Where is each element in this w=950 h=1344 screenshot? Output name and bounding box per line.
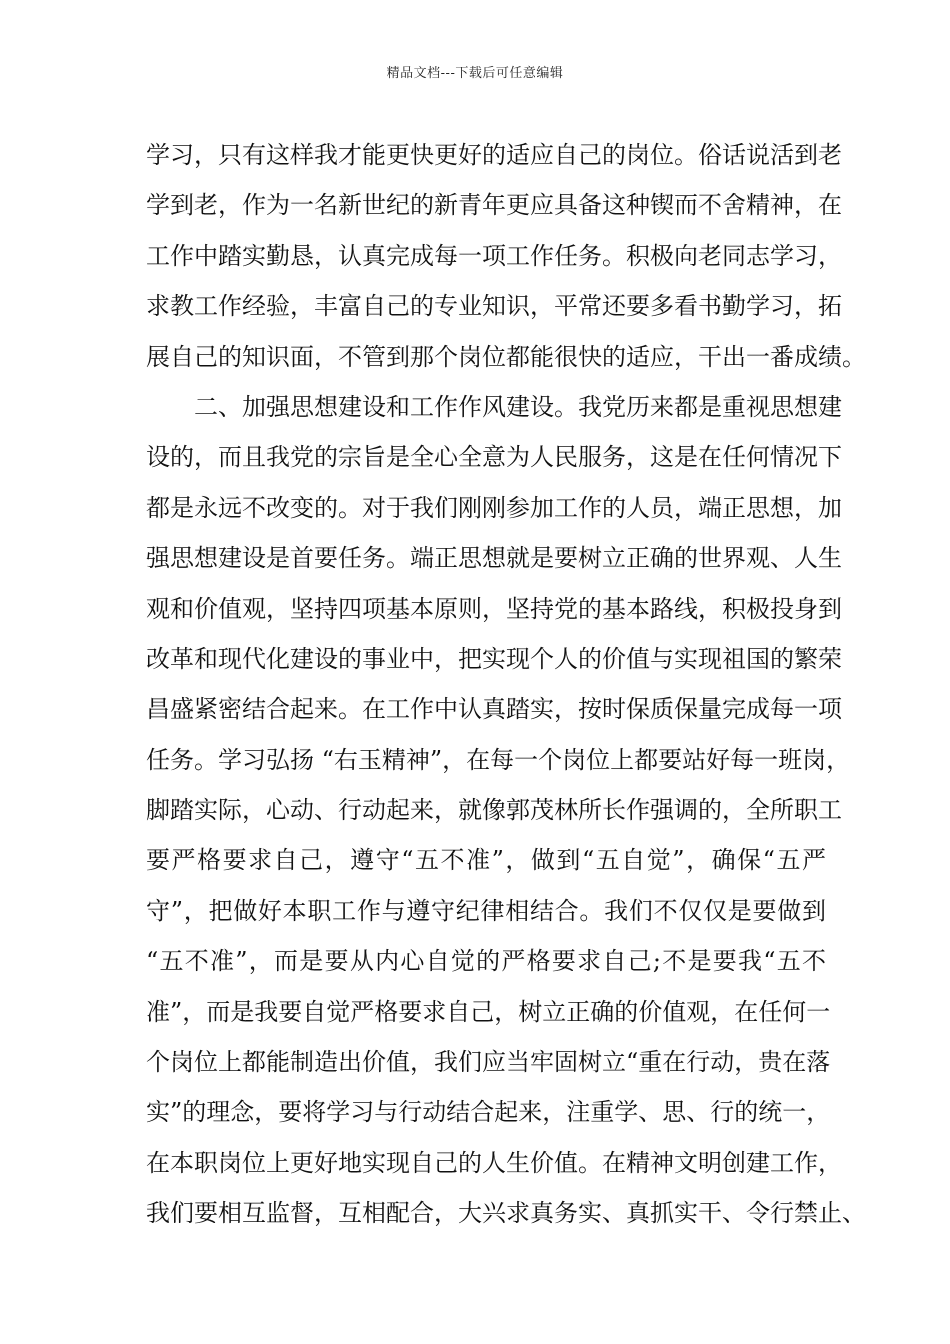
text-line: 任务。学习弘扬 “右玉精神”，在每一个岗位上都要站好每一班岗，	[146, 745, 851, 774]
text-line: 二、加强思想建设和工作作风建设。我党历来都是重视思想建	[194, 392, 842, 421]
text-line: 在本职岗位上更好地实现自己的人生价值。在精神文明创建工作，	[146, 1148, 842, 1177]
text-line: 个岗位上都能制造出价值，我们应当牢固树立“重在行动，贵在落	[146, 1048, 831, 1077]
text-line: 展自己的知识面，不管到那个岗位都能很快的适应，干出一番成绩。	[146, 342, 866, 371]
text-line: 学习，只有这样我才能更快更好的适应自己的岗位。俗话说活到老	[146, 141, 842, 169]
text-line: 设的，而且我党的宗旨是全心全意为人民服务，这是在任何情况下	[146, 443, 842, 472]
text-line: 学到老，作为一名新世纪的新青年更应具备这种锲而不舍精神，在	[146, 191, 842, 220]
text-line: 要严格要求自己，遵守“五不准”，做到“五自觉”，确保“五严	[146, 846, 826, 875]
text-line: 都是永远不改变的。对于我们刚刚参加工作的人员，端正思想，加	[146, 493, 842, 522]
body-text	[146, 130, 866, 1239]
text-line: 实”的理念，要将学习与行动结合起来，注重学、思、行的统一，	[146, 1098, 831, 1127]
text-line: 工作中踏实勤恳，认真完成每一项工作任务。积极向老同志学习，	[146, 241, 842, 270]
text-line: 守”，把做好本职工作与遵守纪律相结合。我们不仅仅是要做到	[146, 896, 826, 925]
text-line: 脚踏实际，心动、行动起来，就像郭茂林所长作强调的，全所职工	[146, 796, 842, 825]
text-line: 强思想建设是首要任务。端正思想就是要树立正确的世界观、人生	[146, 544, 842, 573]
text-line: 我们要相互监督，互相配合，大兴求真务实、真抓实干、令行禁止、	[146, 1199, 866, 1228]
text-line: 求教工作经验，丰富自己的专业知识，平常还要多看书勤学习，拓	[146, 292, 842, 321]
text-line: 昌盛紧密结合起来。在工作中认真踏实，按时保质保量完成每一项	[146, 695, 842, 724]
text-line: 准”，而是我要自觉严格要求自己，树立正确的价值观，在任何一	[146, 997, 831, 1026]
text-line: “五不准”，而是要从内心自觉的严格要求自己;不是要我“五不	[146, 947, 826, 976]
text-line: 改革和现代化建设的事业中，把实现个人的价值与实现祖国的繁荣	[146, 644, 842, 673]
page-header: 精品文档---下载后可任意编辑	[386, 66, 564, 81]
text-line: 观和价值观，坚持四项基本原则，坚持党的基本路线，积极投身到	[146, 594, 842, 623]
